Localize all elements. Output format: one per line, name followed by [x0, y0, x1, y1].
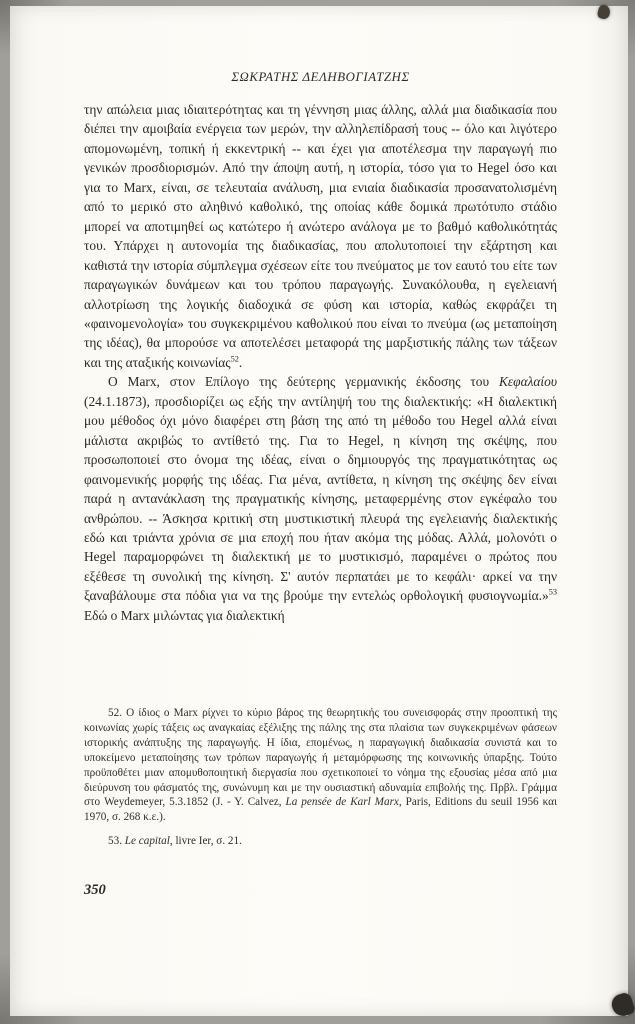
running-header: ΣΩΚΡΑΤΗΣ ΔΕΛΗΒΟΓΙΑΤΖΗΣ	[231, 70, 410, 84]
body-paragraph-1: την απώλεια μιας ιδιαιτερότητας και τη γέννηση μιας άλλης, αλλά μια διαδικασία που διέπει την αμοιβαία ενέργεια των μερών, την αλληλεπίδρασή τους -- όλο και λιγότερο απομονωμένη, τοπική ή εκκεντρική -- και έχει για αποτέλεσμα την παραγωγή πιο γενικών προσδιορισμών. Από την άποψη αυτή, η ιστορία, τόσο για το Hegel όσο και για το Marx, είναι, σε τελευταία ανάλυση, μια ενιαία διαδικασία προσανατολισμένη από το μερικό στο αληθινό καθολικό, της οποίας κάθε δομικά πρωτότυπο στάδιο μπορεί να αποτιμηθεί ως κατώτερο ή ανώτερο ανάλογα με το βαθμό καθολικότητάς του. Υπάρχει η αυτονομία της διαδικασίας, που απολυτοποιεί την εξάρτηση και καθιστά την ιστορία σύμπλεγμα σχέσεων είτε του πνεύματος με τον εαυτό του είτε των παραγωγικών δυνάμεων και του τρόπου παραγωγής. Συνακόλουθα, η εγελειανή αλλοτρίωση της λογικής διαδοχικά σε φύση και ιστορία, καθώς εκφράζει τη «φαινομενολογία» του συγκεκριμένου καθολικού που είναι το πνεύμα (ως μεταποίηση της ιδέας), θα μπορούσε να αποτελέσει μεταφορά της μαρξιστικής πάλης των τάξεων και της αταξικής κοινωνίας$^{52}$.	[84, 102, 557, 370]
page-number: 350	[84, 882, 106, 898]
footnote-52: 52. Ο ίδιος ο Marx ρίχνει το κύριο βάρος της θεωρητικής του συνεισφοράς στην προοπτική της κοινωνίας χωρίς τάξεις ως αναγκαίας εξέλιξης της πάλης της στα πλαίσια των συγκεκριμένων φάσεων ιστορικής ανάπτυξης της παραγωγής. Η ίδια, επομένως, η παραγωγική διαδικασία συνιστά και το υποκείμενο μεταποίησης των τρόπων παραγωγής ή μεταμόρφωσης της κοινωνικής ύπαρξης. Τούτο προϋποθέτει μιαν απομυθοποιητική διεργασία που σχετικοποιεί το νόημα της εξουσίας μέσα από μια διεύρυνση του φάσματός της, συνώνυμη και με την ουσιαστική αδυναμία επιβολής της. Πρβλ. Γράμμα στο Weydemeyer, 5.3.1852 (J. - Y. Calvez, La pensée de Karl Marx, Paris, Editions du seuil 1956 και 1970, σ. 268 κ.ε.).	[84, 707, 557, 824]
footnotes-block	[84, 706, 557, 849]
main-text	[84, 100, 557, 625]
footnote-53: 53. Le capital, livre Ier, σ. 21.	[108, 835, 242, 848]
body-paragraph-2: Ο Marx, στον Επίλογο της δεύτερης γερμανικής έκδοσης του Κεφαλαίου (24.1.1873), προσδιορίζει ως εξής την αντίληψή του της διαλεκτικής: «Η διαλεκτική μου μέθοδος όχι μόνο διαφέρει στη βάση της από τη μέθοδο του Hegel αλλά είναι μάλιστα ακριβώς το αντίθετό της. Για το Hegel, η κίνηση της σκέψης, που προσωποποιεί στο όνομα της ιδέας, είναι ο δημιουργός της πραγματικότητας ως φαινομενικής μορφής της ιδέας. Για μένα, αντίθετα, η κίνηση της σκέψης δεν είναι παρά η αντανάκλαση της πραγματικής κίνησης, μεταφερμένης στον εγκέφαλο του ανθρώπου. -- Άσκησα κριτική στη μυστικιστική πλευρά της εγελειανής διαλεκτικής εδώ και τριάντα χρόνια σε μια εποχή που ήταν ακόμα της μόδας. Αλλά, μολονότι ο Hegel παραμορφώνει τη διαλεκτική με το μυστικισμό, παραμένει ο πρώτος που εξέθεσε τη συνολική της κίνηση. Σ' αυτόν περπατάει με το κεφάλι· αρκεί να την ξαναβάλουμε στα πόδια για να της βρούμε την εντελώς ορθολογική φυσιογνωμία.»$^{53}$ Εδώ ο Marx μιλώντας για διαλεκτική	[84, 374, 557, 623]
book-page	[10, 6, 628, 1016]
